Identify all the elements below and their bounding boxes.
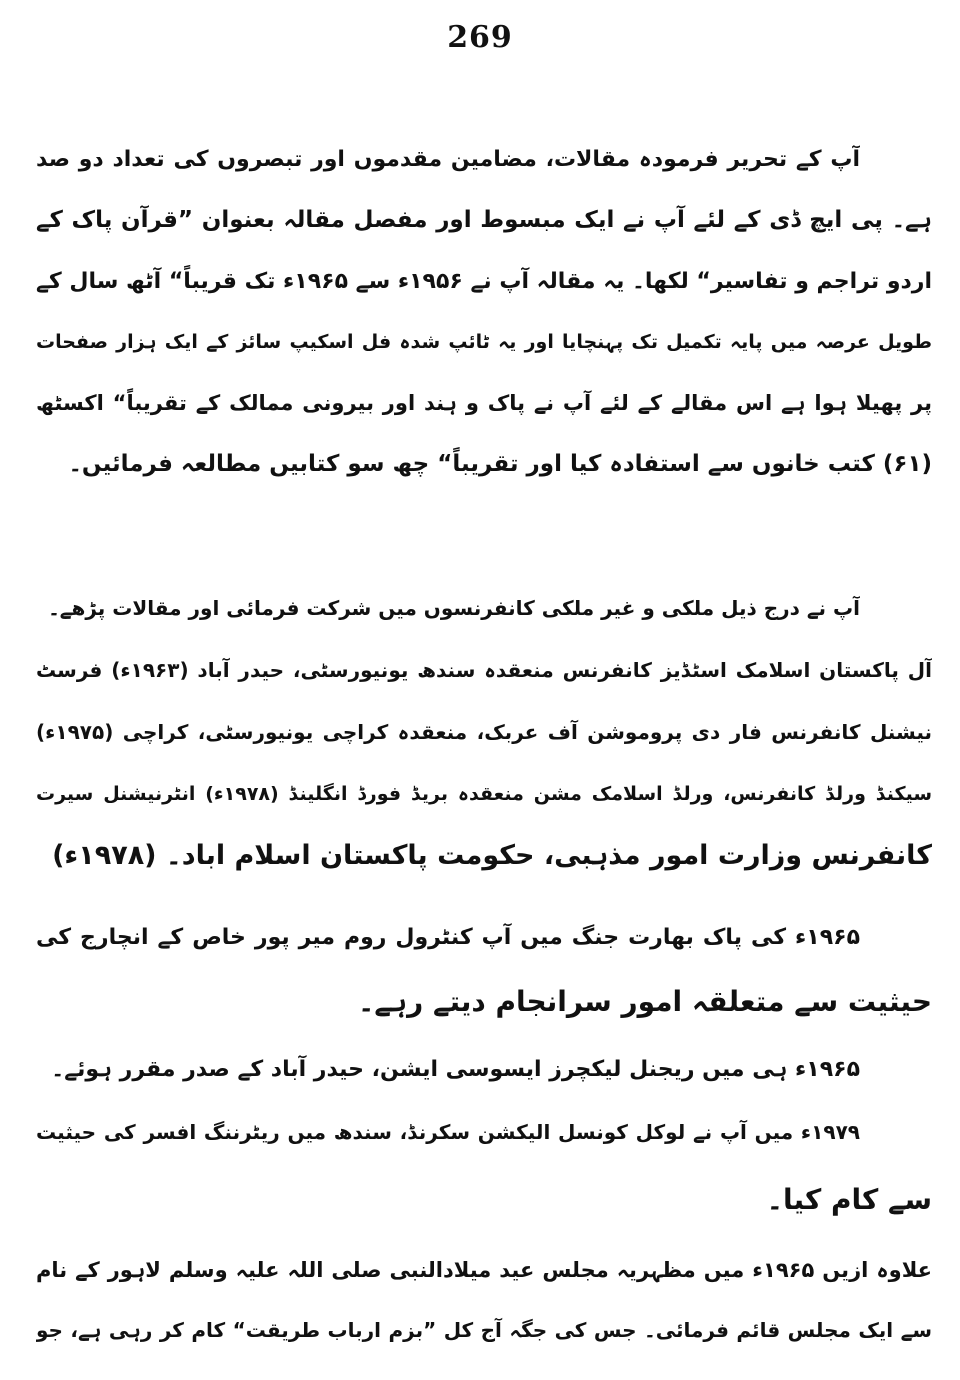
page-number: 269 [447,20,513,55]
text-line: طویل عرصہ میں پایہ تکمیل تک پہنچایا اور یہ ٹائپ شدہ فل اسکیپ سائز کے ایک ہزار صفحات [36,331,932,353]
text-line: سیکنڈ ورلڈ کانفرنس، ورلڈ اسلامک مشن منعقدہ بریڈ فورڈ انگلینڈ (۱۹۷۸ء) انٹرنیشنل سیرت [36,783,932,805]
text-line: آپ نے درج ذیل ملکی و غیر ملکی کانفرنسوں میں شرکت فرمائی اور مقالات پڑھے۔ [48,596,860,620]
text-line: نیشنل کانفرنس فار دی پروموشن آف عربک، منعقدہ کراچی یونیورسٹی، کراچی (۱۹۷۵ء) [36,720,932,744]
text-line: (۶۱) کتب خانوں سے استفادہ کیا اور تقریباً“ چھ سو کتابیں مطالعہ فرمائیں۔ [68,451,932,477]
text-line: ۱۹۶۵ء کی پاک بھارت جنگ میں آپ کنٹرول روم میر پور خاص کے انچارج کی [36,925,860,950]
text-line: کانفرنس وزارت امور مذہبی، حکومت پاکستان اسلام اباد۔ (۱۹۷۸ء) [52,840,932,871]
text-line: حیثیت سے متعلقہ امور سرانجام دیتے رہے۔ [357,985,932,1018]
text-line: سے کام کیا۔ [766,1183,932,1216]
text-line: سے ایک مجلس قائم فرمائی۔ جس کی جگہ آج کل ”بزم ارباب طریقت“ کام کر رہی ہے، جو [36,1318,932,1342]
text-line: ۱۹۷۹ء میں آپ نے لوکل کونسل الیکشن سکرنڈ، سندھ میں ریٹرننگ افسر کی حیثیت [36,1120,860,1144]
text-line: ہے۔ پی ایچ ڈی کے لئے آپ نے ایک مبسوط اور مفصل مقالہ بعنوان ”قرآن پاک کے [36,207,932,233]
text-line: آپ کے تحریر فرمودہ مقالات، مضامین مقدموں اور تبصروں کی تعداد دو صد [36,147,860,172]
text-line: آل پاکستان اسلامک اسٹڈیز کانفرنس منعقدہ سندھ یونیورسٹی، حیدر آباد (۱۹۶۳ء) فرسٹ [36,658,932,682]
text-line: ۱۹۶۵ء ہی میں ریجنل لیکچرز ایسوسی ایشن، حیدر آباد کے صدر مقرر ہوئے۔ [51,1057,860,1082]
text-line: علاوہ ازیں ۱۹۶۵ء میں مظہریہ مجلس عید میلادالنبی صلی اللہ علیہ وسلم لاہور کے نام [36,1258,932,1282]
text-line: اردو تراجم و تفاسیر“ لکھا۔ یہ مقالہ آپ نے ۱۹۵۶ء سے ۱۹۶۵ء تک قریباً“ آٹھ سال کے [36,269,932,294]
text-line: پر پھیلا ہوا ہے اس مقالے کے لئے آپ نے پاک و ہند اور بیرونی ممالک کے تقریباً“ اکسٹھ [36,391,932,415]
